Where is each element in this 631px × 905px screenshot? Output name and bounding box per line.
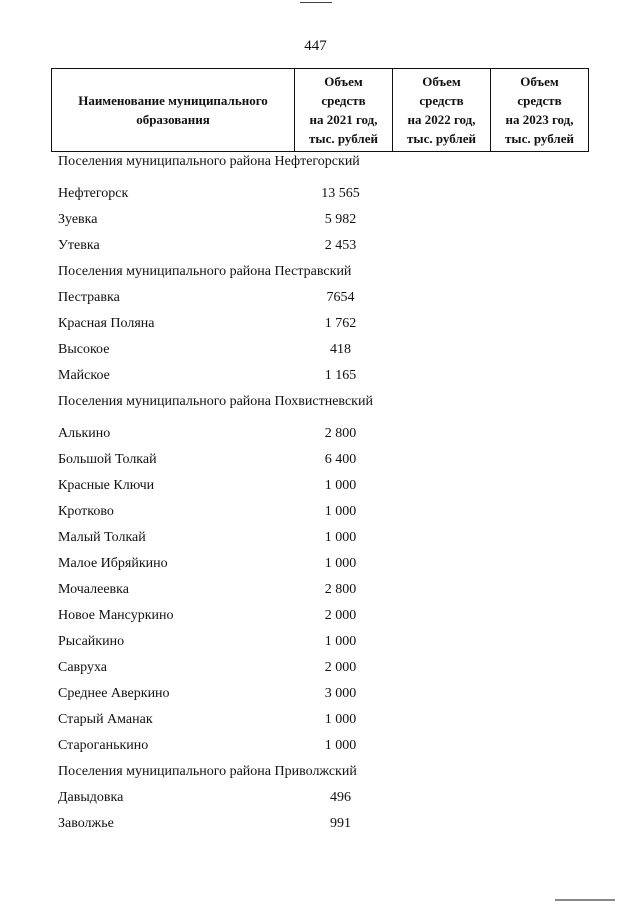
header-name-line: Наименование муниципального	[78, 93, 268, 108]
table-row	[58, 311, 618, 337]
amount-2021: 2 000	[324, 660, 357, 675]
header-line: тыс. рублей	[505, 131, 574, 146]
amount-2021: 1 000	[324, 504, 357, 519]
settlement-name: Пестравка	[58, 290, 120, 305]
table-row	[58, 363, 618, 389]
table-row	[58, 337, 618, 363]
scan-artifact-bottom	[555, 899, 615, 901]
header-line: на 2021 год,	[309, 112, 378, 127]
page-number: 447	[304, 38, 327, 54]
settlement-name: Большой Толкай	[58, 452, 157, 467]
table-row	[58, 233, 618, 259]
settlement-name: Кротково	[58, 504, 114, 519]
amount-2021: 1 000	[324, 478, 357, 493]
table-body	[58, 149, 618, 837]
scan-artifact-top	[300, 2, 332, 3]
header-line: средств	[419, 93, 464, 108]
settlement-name: Высокое	[58, 342, 110, 357]
table-row	[58, 473, 618, 499]
table-row	[58, 707, 618, 733]
amount-2021: 1 165	[324, 368, 357, 383]
settlement-name: Нефтегорск	[58, 186, 129, 201]
settlement-name: Утевка	[58, 238, 100, 253]
group-title: Поселения муниципального района Пестравский	[58, 264, 352, 279]
group-title-row	[58, 259, 618, 285]
settlement-name: Новое Мансуркино	[58, 608, 174, 623]
group-title: Поселения муниципального района Похвистневский	[58, 394, 373, 409]
settlement-name: Старый Аманак	[58, 712, 153, 727]
amount-2021: 1 000	[324, 556, 357, 571]
header-line: Объем	[520, 74, 559, 89]
table-row	[58, 447, 618, 473]
amount-2021: 496	[330, 790, 351, 805]
amount-2021: 2 000	[324, 608, 357, 623]
amount-2021: 13 565	[321, 186, 360, 201]
settlement-name: Алькино	[58, 426, 111, 441]
header-year-2021	[295, 69, 393, 152]
settlement-name: Староганькино	[58, 738, 149, 753]
amount-2021: 1 000	[324, 712, 357, 727]
amount-2021: 6 400	[324, 452, 357, 467]
table-row	[58, 733, 618, 759]
settlement-name: Красная Поляна	[58, 316, 155, 331]
amount-2021: 1 000	[324, 530, 357, 545]
amount-2021: 1 000	[324, 738, 357, 753]
settlement-name: Майское	[58, 368, 110, 383]
settlement-name: Савруха	[58, 660, 108, 675]
table-row	[58, 525, 618, 551]
table-row	[58, 421, 618, 447]
header-line: средств	[517, 93, 562, 108]
table-row	[58, 285, 618, 311]
header-line: Объем	[422, 74, 461, 89]
table-row	[58, 181, 618, 207]
settlement-name: Заволжье	[58, 816, 114, 831]
header-year-2023	[491, 69, 589, 152]
amount-2021: 3 000	[324, 686, 357, 701]
settlement-name: Рысайкино	[58, 634, 125, 649]
group-title-row	[58, 389, 618, 415]
header-line: Объем	[324, 74, 363, 89]
table-row	[58, 207, 618, 233]
amount-2021: 7654	[326, 290, 355, 305]
table-row	[58, 629, 618, 655]
header-line: на 2022 год,	[407, 112, 476, 127]
table-row	[58, 577, 618, 603]
header-line: средств	[321, 93, 366, 108]
header-line: тыс. рублей	[407, 131, 476, 146]
table-row	[58, 811, 618, 837]
table-row	[58, 655, 618, 681]
group-title: Поселения муниципального района Нефтегорский	[58, 154, 360, 169]
amount-2021: 2 800	[324, 426, 357, 441]
header-table	[51, 68, 589, 152]
group-title-row	[58, 759, 618, 785]
amount-2021: 5 982	[324, 212, 357, 227]
table-row	[58, 499, 618, 525]
amount-2021: 2 453	[324, 238, 357, 253]
settlement-name: Давыдовка	[58, 790, 124, 805]
amount-2021: 418	[330, 342, 351, 357]
group-title-row	[58, 149, 618, 175]
header-name-column	[52, 69, 295, 152]
amount-2021: 991	[330, 816, 351, 831]
header-name-line: образования	[136, 112, 210, 127]
table-row	[58, 681, 618, 707]
amount-2021: 2 800	[324, 582, 357, 597]
header-line: тыс. рублей	[309, 131, 378, 146]
amount-2021: 1 000	[324, 634, 357, 649]
settlement-name: Малое Ибряйкино	[58, 556, 168, 571]
settlement-name: Среднее Аверкино	[58, 686, 170, 701]
group-title: Поселения муниципального района Приволжский	[58, 764, 357, 779]
settlement-name: Мочалеевка	[58, 582, 129, 597]
settlement-name: Зуевка	[58, 212, 98, 227]
header-year-2022	[393, 69, 491, 152]
table-row	[58, 603, 618, 629]
settlement-name: Красные Ключи	[58, 478, 155, 493]
amount-2021: 1 762	[324, 316, 357, 331]
table-row	[58, 785, 618, 811]
header-line: на 2023 год,	[505, 112, 574, 127]
settlement-name: Малый Толкай	[58, 530, 146, 545]
table-row	[58, 551, 618, 577]
